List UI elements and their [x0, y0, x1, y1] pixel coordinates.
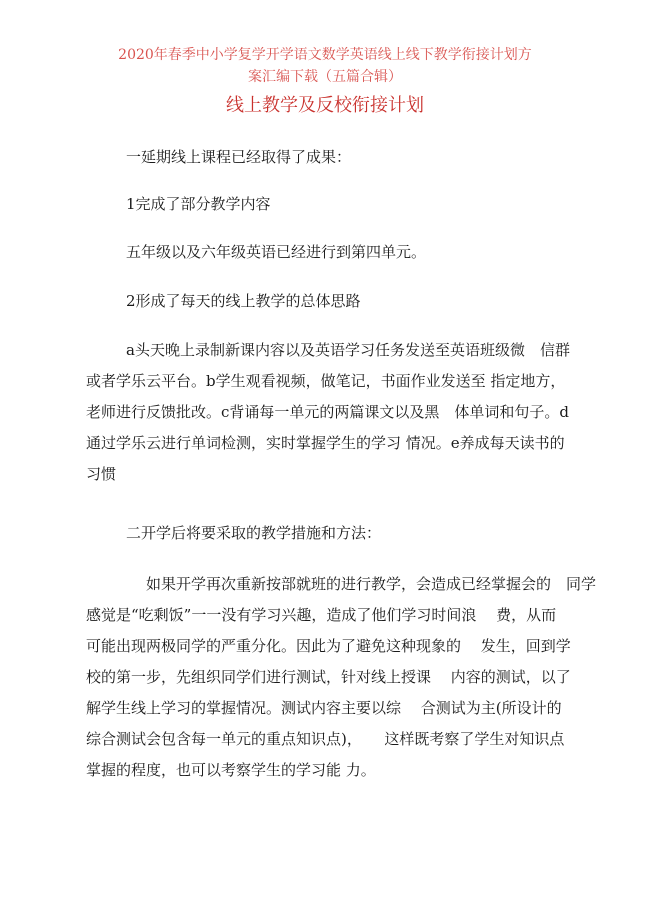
- text-line: a头天晚上录制新课内容以及英语学习任务发送至英语班级微 信群: [126, 341, 570, 359]
- paragraph-item-1: 1完成了部分教学内容: [126, 195, 271, 213]
- text-line: 习惯: [86, 465, 117, 483]
- text-line: 可能出现两极同学的严重分化。因此为了避免这种现象的 发生，回到学: [86, 637, 571, 655]
- paragraph-item-2: 2形成了每天的线上教学的总体思路: [126, 292, 361, 310]
- text-line: 校的第一步，先组织同学们进行测试，针对线上授课 内容的测试，以了: [86, 668, 571, 686]
- text-line: 感觉是“吃剩饭”一一没有学习兴趣，造成了他们学习时间浪 费，从而: [86, 606, 557, 624]
- text-line: 如果开学再次重新按部就班的进行教学，会造成已经掌握会的 同学: [146, 575, 597, 593]
- text-line: 掌握的程度，也可以考察学生的学习能 力。: [86, 761, 376, 779]
- paragraph-achievements-heading: 一延期线上课程已经取得了成果：: [126, 148, 352, 166]
- paragraph-daily-routine: [86, 335, 570, 490]
- text-line: 解学生线上学习的掌握情况。测试内容主要以综 合测试为主(所设计的: [86, 699, 562, 717]
- document-title: 线上教学及反校衔接计划: [226, 95, 424, 116]
- text-line: 或者学乐云平台。b学生观看视频，做笔记，书面作业发送至 指定地方，: [86, 372, 566, 390]
- paragraph-measures-heading: 二开学后将要采取的教学措施和方法：: [126, 524, 382, 542]
- text-line: 通过学乐云进行单词检测，实时掌握学生的学习 情况。e养成每天读书的: [86, 434, 565, 452]
- header-line-1: 2020年春季中小学复学开学语文数学英语线上线下教学衔接计划方: [118, 47, 532, 63]
- header-line-2: 案汇编下载（五篇合辑）: [248, 69, 402, 85]
- text-line: 综合测试会包含每一单元的重点知识点)， 这样既考察了学生对知识点: [86, 730, 565, 748]
- paragraph-measures-body: [86, 569, 597, 786]
- document-header: [90, 44, 560, 88]
- text-line: 老师进行反馈批改。c背诵每一单元的两篇课文以及黑 体单词和句子。d: [86, 403, 570, 421]
- paragraph-grade-progress: 五年级以及六年级英语已经进行到第四单元。: [126, 243, 427, 261]
